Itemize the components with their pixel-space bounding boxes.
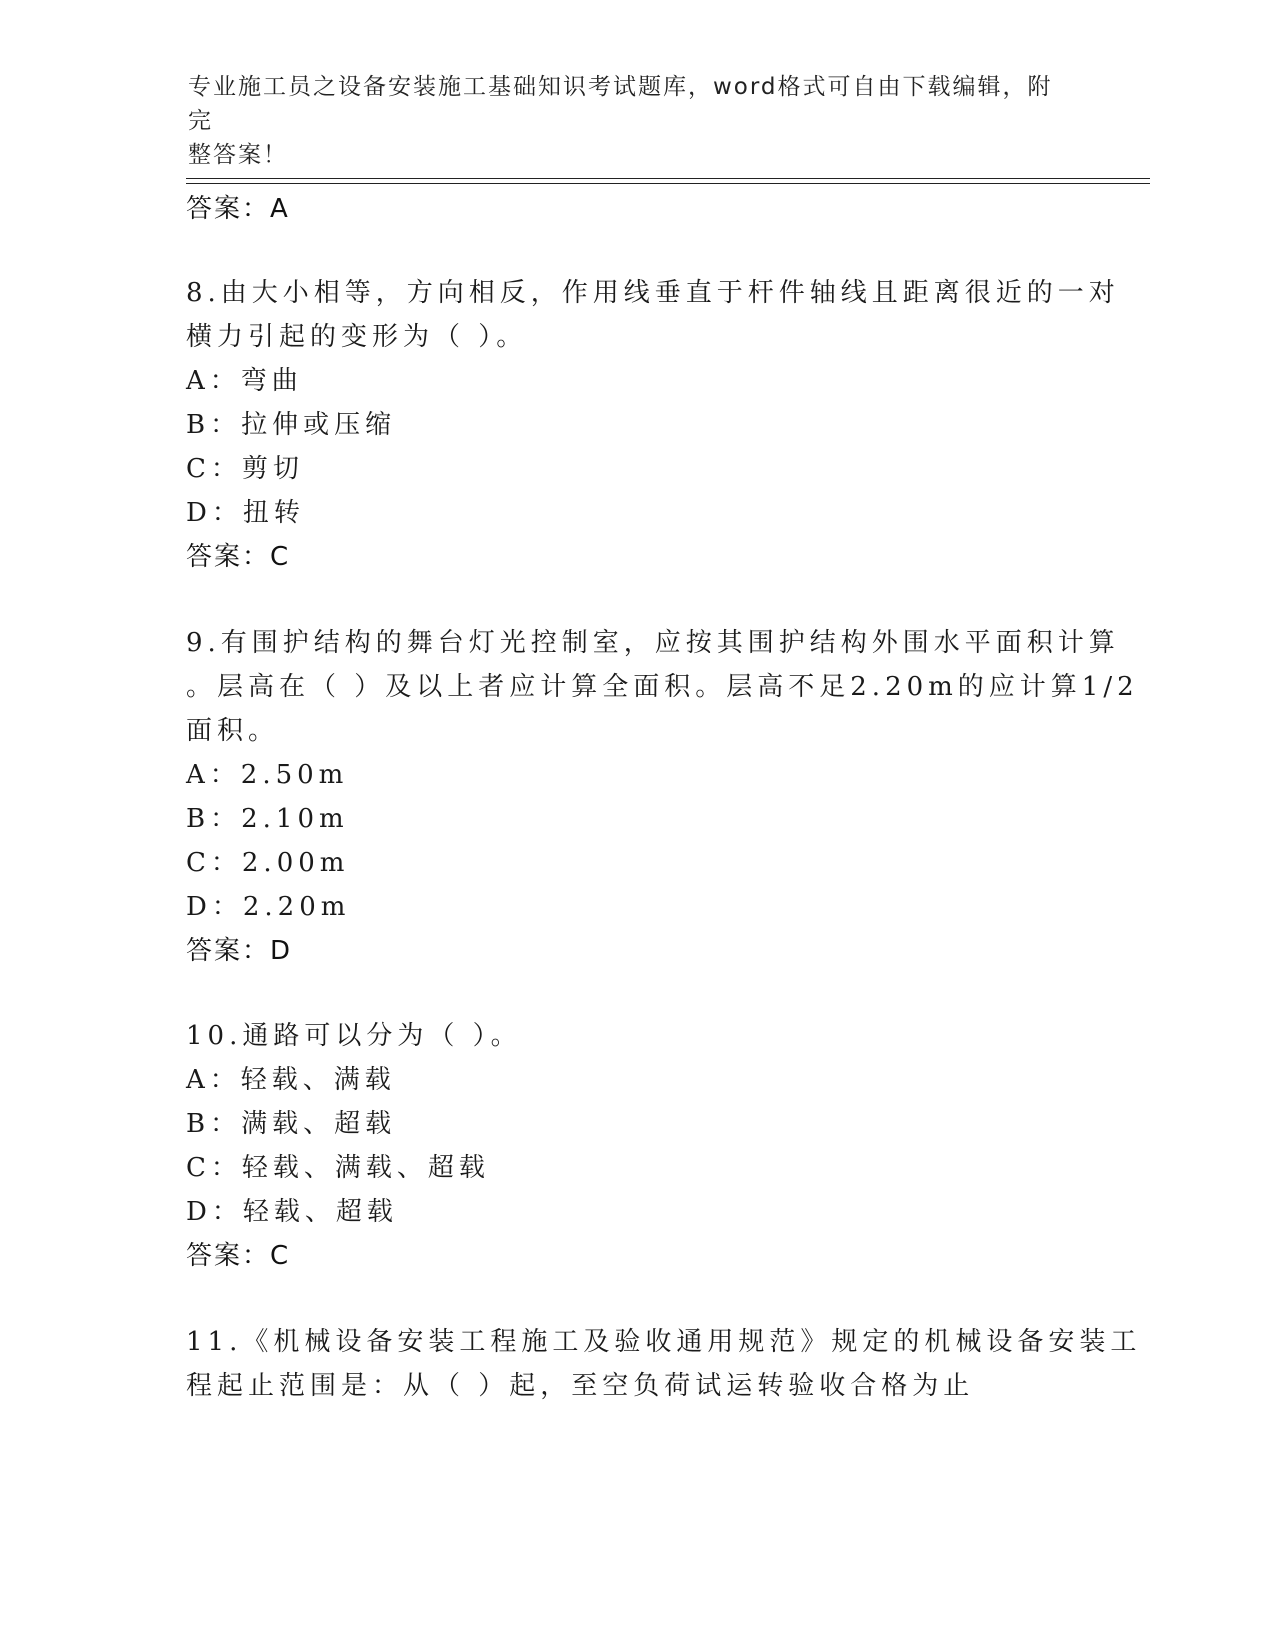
question-10-stem-line-1: 10.通路可以分为（ ）。 — [186, 1021, 522, 1051]
question-10-answer: 答案：C — [186, 1241, 291, 1271]
question-8-option-a: A：弯曲 — [186, 366, 303, 396]
question-10-option-d: D：轻载、超载 — [186, 1197, 398, 1227]
question-10-option-b: B：满载、超载 — [186, 1109, 397, 1139]
question-11-stem-line-1: 11.《机械设备安装工程施工及验收通用规范》规定的机械设备安装工 — [186, 1327, 1142, 1357]
question-9-answer: 答案：D — [186, 936, 293, 966]
question-9-stem-line-2: 。层高在（ ）及以上者应计算全面积。层高不足2.20m的应计算1/2 — [186, 672, 1139, 702]
header-title-line-2: 整答案！ — [188, 142, 288, 168]
question-8-option-d: D：扭转 — [186, 498, 305, 528]
question-10-option-c: C：轻载、满载、超载 — [186, 1153, 490, 1183]
header-divider-top — [186, 178, 1150, 179]
header-divider-bottom — [186, 183, 1150, 184]
previous-answer: 答案：A — [186, 194, 290, 224]
question-9-option-d: D：2.20m — [186, 892, 351, 922]
header-title-line-1: 专业施工员之设备安装施工基础知识考试题库，word格式可自由下载编辑，附完 — [188, 74, 1053, 134]
question-11-stem-line-2: 程起止范围是：从（ ）起，至空负荷试运转验收合格为止 — [186, 1371, 975, 1401]
question-8-option-c: C：剪切 — [186, 454, 304, 484]
question-10-option-a: A：轻载、满载 — [186, 1065, 396, 1095]
question-8-stem-line-1: 8.由大小相等，方向相反，作用线垂直于杆件轴线且距离很近的一对 — [186, 278, 1120, 308]
question-9-stem-line-1: 9.有围护结构的舞台灯光控制室，应按其围护结构外围水平面积计算 — [186, 628, 1120, 658]
question-8-option-b: B：拉伸或压缩 — [186, 410, 397, 440]
question-8-stem-line-2: 横力引起的变形为（ ）。 — [186, 322, 528, 352]
question-8-answer: 答案：C — [186, 542, 291, 572]
question-9-option-b: B：2.10m — [186, 804, 349, 834]
document-header — [188, 70, 1068, 172]
question-9-option-a: A：2.50m — [186, 760, 349, 790]
question-9-stem-line-3: 面积。 — [186, 716, 280, 746]
question-9-option-c: C：2.00m — [186, 848, 350, 878]
